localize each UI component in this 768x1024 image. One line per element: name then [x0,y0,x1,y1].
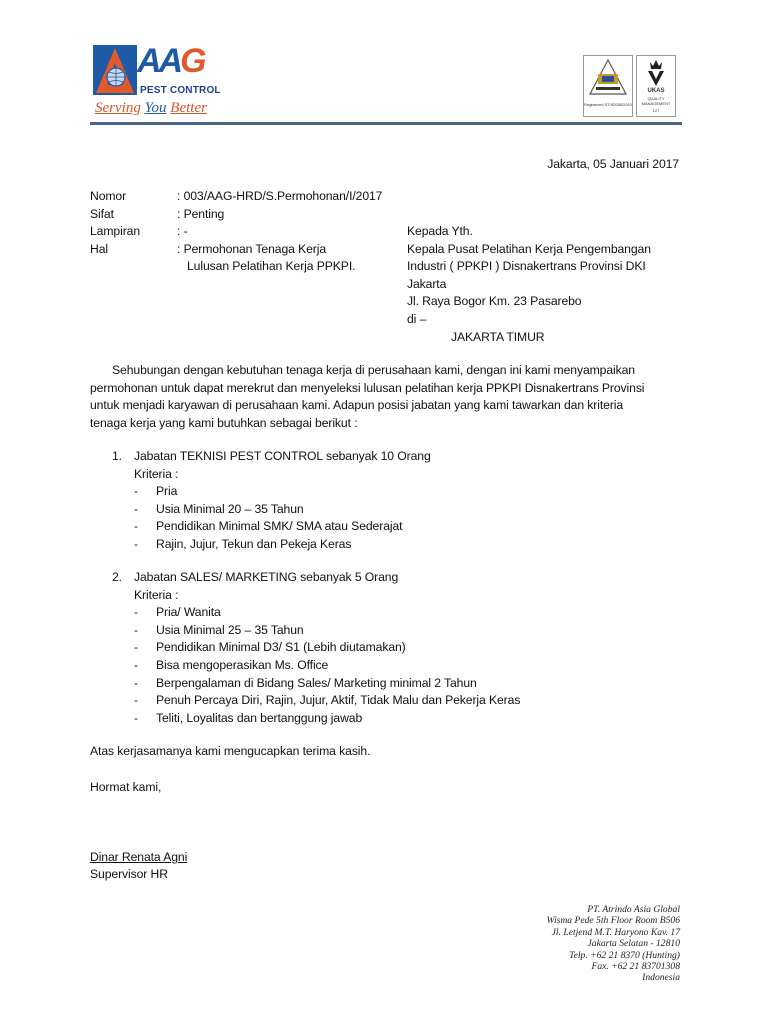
criteria-text: Pria/ Wanita [156,605,221,620]
bullet-dash: - [134,605,138,620]
criteria-text: Teliti, Loyalitas dan bertanggung jawab [156,710,363,725]
criteria-item [112,604,520,622]
company-logo-wordmark: AAG [137,42,204,80]
position-title: Jabatan TEKNISI PEST CONTROL sebanyak 10 Orang [134,449,431,463]
recipient-line: Jakarta [407,276,447,291]
intro-line: untuk menjadi karyawan di perusahaan kami. Adapun posisi jabatan yang kami tawarkan dan kriteria [90,398,624,413]
position-2-heading [112,569,520,587]
meta-value-sifat: : Penting [177,207,225,221]
logo-triangle-globe-icon [93,45,137,95]
certification-pyramid-icon [584,56,632,100]
meta-label-lampiran: Lampiran [90,224,141,238]
recipient-line: Industri ( PPKPI ) Disnakertrans Provinsi DKI [407,259,646,274]
ukas-number: 127 [652,108,660,113]
signatory-name: Dinar Renata Agni [90,850,188,864]
bullet-dash: - [134,536,138,551]
criteria-item [112,536,431,554]
criteria-item [112,483,431,501]
meta-label-hal: Hal [90,242,108,256]
criteria-label: Kriteria : [134,466,179,481]
signatory-title: Supervisor HR [90,867,168,881]
criteria-item [112,692,520,710]
position-number: 2. [112,570,122,584]
letter-date: Jakarta, 05 Januari 2017 [547,157,679,171]
recipient-line: di – [407,311,427,326]
position-2 [112,569,520,727]
meta-value-hal: : Permohonan Tenaga Kerja [177,242,327,256]
meta-value-lampiran: : - [177,224,188,238]
bullet-dash: - [134,519,138,534]
criteria-item [112,639,520,657]
header-divider [90,122,682,125]
criteria-text: Usia Minimal 25 – 35 Tahun [156,622,304,637]
intro-line: tenaga kerja yang kami butuhkan sebagai berikut : [90,415,358,430]
regards: Hormat kami, [90,780,162,794]
recipient-line: Jl. Raya Bogor Km. 23 Pasarebo [407,294,582,309]
closing-sentence: Atas kerjasamanya kami mengucapkan terima kasih. [90,744,371,758]
meta-label-nomor: Nomor [90,189,127,203]
footer-line: Jakarta Selatan - 12810 [587,938,680,950]
logo-subtitle: PEST CONTROL [140,85,221,96]
iso-certification-badge [583,55,633,117]
ukas-certification-badge [636,55,676,117]
bullet-dash: - [134,640,138,655]
criteria-text: Berpengalaman di Bidang Sales/ Marketing minimal 2 Tahun [156,675,477,690]
footer-line: Fax. +62 21 83701308 [591,961,680,973]
criteria-label: Kriteria : [134,587,179,602]
intro-line: permohonan untuk dapat merekrut dan menyeleksi lulusan pelatihan kerja PPKPI Disnakertrans Provinsi [90,380,645,395]
bullet-dash: - [134,710,138,725]
company-address-footer [547,904,681,984]
crown-check-icon [637,56,675,90]
meta-value-hal-2: Lulusan Pelatihan Kerja PPKPI. [187,259,356,273]
footer-line: Indonesia [642,972,680,984]
criteria-text: Rajin, Jujur, Tekun dan Pekeja Keras [156,536,352,551]
criteria-item [112,622,520,640]
criteria-item [112,675,520,693]
criteria-text: Pria [156,484,178,499]
position-1 [112,448,431,554]
recipient-city: JAKARTA TIMUR [451,329,545,344]
criteria-item [112,501,431,519]
criteria-item [112,657,520,675]
bullet-dash: - [134,675,138,690]
company-slogan: Serving You Better [95,100,207,116]
ukas-label: UKAS [647,88,665,94]
footer-line: Telp. +62 21 8370 (Hunting) [569,949,680,961]
recipient-line: Kepala Pusat Pelatihan Kerja Pengembangan [407,241,651,256]
position-title: Jabatan SALES/ MARKETING sebanyak 5 Orang [134,570,399,584]
bullet-dash: - [134,622,138,637]
criteria-item [112,518,431,536]
meta-value-nomor: : 003/AAG-HRD/S.Permohonan/I/2017 [177,189,383,203]
footer-line: Jl. Letjend M.T. Haryono Kav. 17 [551,926,680,938]
position-1-heading [112,448,431,466]
footer-line: PT. Atrindo Asia Global [587,904,680,915]
bullet-dash: - [134,693,138,708]
cert1-caption: Registered ST/92055/2010 [584,102,632,107]
recipient-block [407,223,651,346]
intro-line: Sehubungan dengan kebutuhan tenaga kerja di perusahaan kami, dengan ini kami menyampaikan [112,363,635,377]
criteria-text: Pendidikan Minimal D3/ S1 (Lebih diutamakan) [156,640,406,655]
bullet-dash: - [134,657,138,672]
footer-line: Wisma Pede 5th Floor Room B506 [546,915,680,927]
position-number: 1. [112,449,122,463]
criteria-text: Bisa mengoperasikan Ms. Office [156,657,329,672]
recipient-line: Kepada Yth. [407,224,473,238]
criteria-text: Usia Minimal 20 – 35 Tahun [156,501,304,516]
intro-paragraph [90,362,644,432]
criteria-text: Pendidikan Minimal SMK/ SMA atau Sederajat [156,519,403,534]
criteria-text: Penuh Percaya Diri, Rajin, Jujur, Aktif, Tidak Malu dan Pekerja Keras [156,693,521,708]
ukas-sub: QUALITY MANAGEMENT [641,96,671,106]
meta-label-sifat: Sifat [90,207,114,221]
criteria-item [112,710,520,728]
bullet-dash: - [134,501,138,516]
bullet-dash: - [134,484,138,499]
